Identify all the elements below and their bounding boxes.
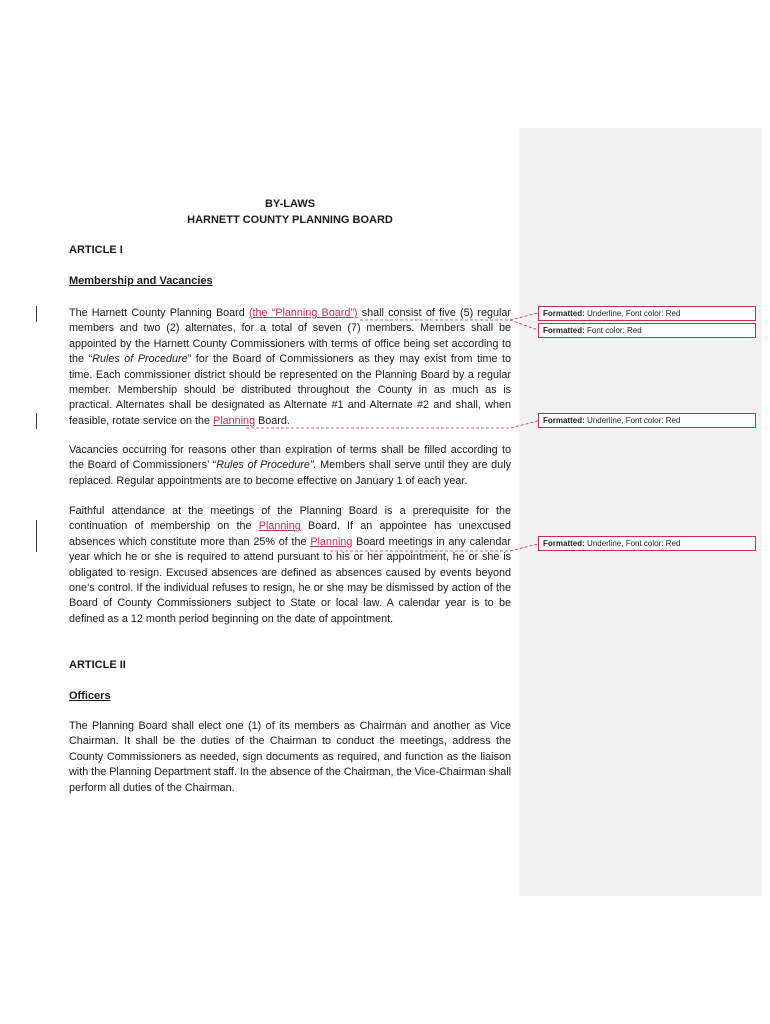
inserted-text[interactable]: Planning (213, 414, 256, 427)
inserted-text[interactable]: Planning (310, 535, 353, 548)
article2-section-heading: Officers (69, 690, 111, 702)
format-comment-balloon[interactable]: Formatted: Underline, Font color: Red (538, 413, 756, 428)
article2-paragraph-1: The Planning Board shall elect one (1) of its members as Chairman and another as Vice Chairman. It shall be the duties of the Chairman to conduct the meetings, address the County Commissioners as needed, sign documents as required, and function as the liaison with the Planning Department staff. In the absence of the Chairman, the Vice-Chairman shall perform all duties of the Chairman. (69, 720, 511, 794)
format-comment-balloon[interactable]: Formatted: Underline, Font color: Red (538, 536, 756, 551)
inserted-text[interactable]: Planning (258, 520, 301, 533)
article2-heading: ARTICLE II (69, 659, 126, 671)
article1-section-heading: Membership and Vacancies (69, 275, 213, 287)
change-bar (36, 413, 37, 429)
article1-paragraph-2: Vacancies occurring for reasons other than expiration of terms shall be filled according to the Board of Commissioners’ “Rules of Procedure”. Members shall serve until they are duly replaced. Regular appointments are to become effective on January 1 of each year. (69, 444, 511, 487)
markup-margin-pane (519, 128, 762, 896)
format-comment-balloon[interactable]: Formatted: Underline, Font color: Red (538, 306, 756, 321)
inserted-text[interactable]: (the “Planning Board”) (248, 307, 358, 319)
article1-paragraph-3: Faithful attendance at the meetings of the Planning Board is a prerequisite for the continuation of membership on the Planning Board. If an appointee has unexcused absences which constitute more than 25% of the Planning Board meetings in any calendar year which he or she is required to attend pursuant to his or her appointment, he or she is obligated to resign. Excused absences are defined as absences caused by events beyond one’s control. If the individual refuses to resign, he or she may be dismissed by action of the Board of County Commissioners subject to State or local law. A calendar year is to be defined as a 12 month period beginning on the date of appointment. (69, 505, 511, 625)
article1-paragraph-1: The Harnett County Planning Board (the “Planning Board”) shall consist of five (5) regular members and two (2) alternates, for a total of seven (7) members. Members shall be appointed by the Harnett County Commissioners with terms of office being set according to the “Rules of Procedure” for the Board of Commissioners as they may exist from time to time. Each commissioner district should be represented on the Planning Board by a regular member. Membership should be distributed throughout the County in as much as is practical. Alternates shall be designated as Alternate #1 and Alternate #2 and shall, when feasible, rotate service on the Planning Board. (69, 307, 511, 427)
change-bar (36, 306, 37, 322)
format-comment-balloon[interactable]: Formatted: Font color: Red (538, 323, 756, 338)
doc-title: BY-LAWS (264, 198, 316, 210)
article1-heading: ARTICLE I (69, 244, 123, 256)
change-bar (36, 520, 37, 552)
doc-subtitle: HARNETT COUNTY PLANNING BOARD (187, 214, 393, 226)
